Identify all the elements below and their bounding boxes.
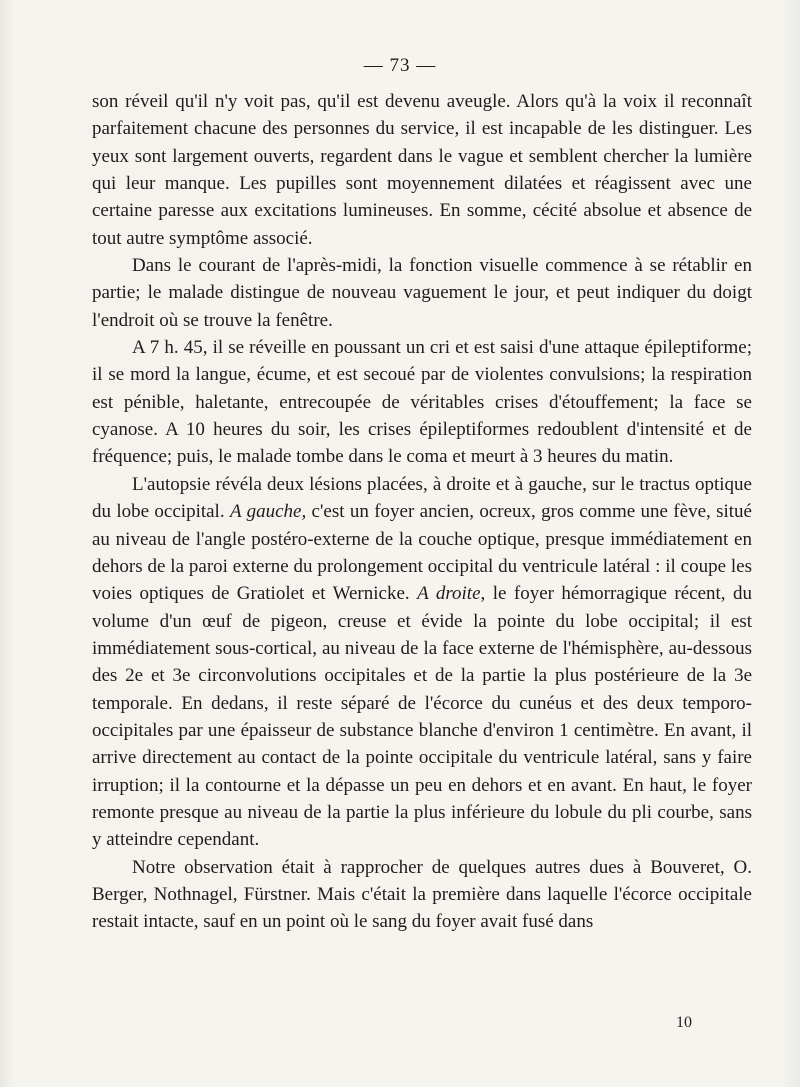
- text-run: son réveil qu'il n'y voit pas, qu'il est devenu aveugle. Alors qu'à la voix il reconnaît parfaitement chacune des personnes du service, il est incapable de les distinguer. Les yeux sont largement ouverts, regardent dans le vague et semblent chercher la lumière qui leur manque. Les pupilles sont moyennement dilatées et réagissent avec une certaine paresse aux excitations lumineuses. En somme, cécité absolue et absence de tout autre symptôme associé.: [92, 91, 752, 249]
- paragraph: [92, 88, 752, 252]
- page-number: — 73 —: [363, 55, 437, 76]
- text-run: Notre observation était à rapprocher de quelques autres dues à Bouveret, O. Berger, Nothnagel, Fürstner. Mais c'était la première dans laquelle l'écorce occipitale restait intacte, sauf en un point où le sang du foyer avait fusé dans: [92, 856, 752, 933]
- text-run: L'autopsie révéla deux lésions placées, à droite et à gauche, sur le tractus optique du lobe occipital.: [92, 473, 752, 523]
- body-text: [92, 88, 752, 936]
- text-run: c'est un foyer ancien, ocreux, gros comme une fève, situé au niveau de l'angle postéro-externe de la couche optique, presque immédiatement en dehors de la paroi externe du prolongement occipital du ventricule latéral : il coupe les voies optiques de Gratiolet et Wernicke.: [92, 501, 752, 605]
- paragraph: [92, 334, 752, 471]
- paragraph: [92, 252, 752, 334]
- paragraph: [92, 854, 752, 936]
- italic-run: A droite,: [417, 583, 486, 605]
- text-run: A 7 h. 45, il se réveille en poussant un cri et est saisi d'une attaque épileptiforme; il se mord la langue, écume, et est secoué par de violentes convulsions; la respiration est pénible, haletante, entrecoupée de véritables crises d'étouffement; la face se cyanose. A 10 heures du soir, les crises épileptiformes redoublent d'intensité et de fréquence; puis, le malade tombe dans le coma et meurt à 3 heures du matin.: [92, 337, 752, 468]
- signature-mark: 10: [676, 1014, 692, 1031]
- text-run: le foyer hémorragique récent, du volume d'un œuf de pigeon, creuse et évide la pointe du lobe occipital; il est immédiatement sous-cortical, au niveau de la face externe de l'hémisphère, au-dessous des 2e et 3e circonvolutions occipitales et de la partie la plus postérieure de la 3e temporale. En dedans, il reste séparé de l'écorce du cunéus et des deux temporo-occipitales par une épaisseur de substance blanche d'environ 1 centimètre. En avant, il arrive directement au contact de la pointe occipitale du ventricule latéral, sans y faire irruption; il la contourne et la dépasse un peu en dehors et en avant. En haut, le foyer remonte presque au niveau de la partie la plus inférieure du lobule du pli courbe, sans y atteindre cependant.: [92, 583, 752, 851]
- paragraph: [92, 471, 752, 854]
- italic-run: A gauche,: [229, 501, 307, 523]
- text-run: Dans le courant de l'après-midi, la fonction visuelle commence à se rétablir en partie; le malade distingue de nouveau vaguement le jour, et peut indiquer du doigt l'endroit où se trouve la fenêtre.: [92, 255, 752, 331]
